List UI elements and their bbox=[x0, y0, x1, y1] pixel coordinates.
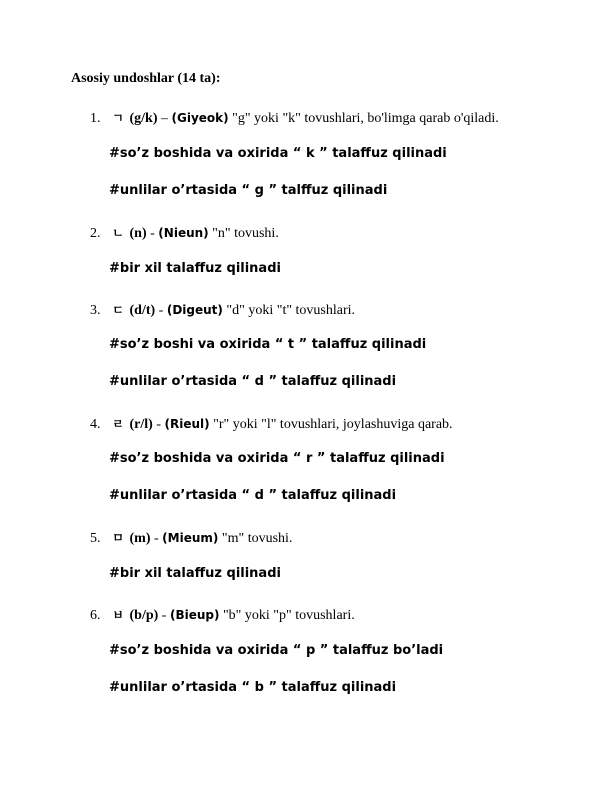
hangul-jamo: ㄱ bbox=[112, 111, 124, 125]
pronunciation-note: #so’z boshida va oxirida “ p ” talaffuz bo’ladi bbox=[109, 643, 444, 658]
consonant-description: "d" yoki "t" tovushlari. bbox=[222, 303, 356, 318]
separator: – bbox=[157, 111, 172, 126]
consonant-item-giyeok bbox=[90, 109, 499, 127]
consonant-name: (Rieul) bbox=[164, 417, 210, 431]
pronunciation-note: #unlilar o’rtasida “ d ” talaffuz qilinadi bbox=[109, 374, 397, 389]
item-number: 1. bbox=[90, 111, 101, 126]
consonant-description: "m" tovushi. bbox=[218, 531, 293, 546]
item-number: 4. bbox=[90, 417, 101, 432]
hangul-jamo: ㄴ bbox=[112, 226, 124, 240]
item-number: 6. bbox=[90, 608, 101, 623]
separator: - bbox=[155, 303, 167, 318]
consonant-name: (Digeut) bbox=[166, 303, 223, 317]
separator: - bbox=[152, 417, 165, 432]
romanization: (m) bbox=[129, 531, 151, 546]
romanization: (g/k) bbox=[129, 111, 158, 126]
consonant-item-nieun bbox=[90, 224, 279, 242]
consonant-name: (Giyeok) bbox=[171, 111, 229, 125]
romanization: (d/t) bbox=[129, 303, 156, 318]
hangul-jamo: ㅂ bbox=[112, 608, 124, 622]
pronunciation-note: #unlilar o’rtasida “ g ” talffuz qilinadi bbox=[109, 183, 388, 198]
consonant-item-mieum bbox=[90, 529, 292, 547]
hangul-jamo: ㄹ bbox=[112, 417, 124, 431]
item-number: 2. bbox=[90, 226, 101, 241]
consonant-name: (Mieum) bbox=[162, 531, 219, 545]
consonant-item-digeut bbox=[90, 301, 355, 319]
consonant-description: "r" yoki "l" tovushlari, joylashuviga qarab. bbox=[209, 417, 453, 432]
separator: - bbox=[150, 531, 163, 546]
consonant-description: "g" yoki "k" tovushlari, bo'limga qarab o'qiladi. bbox=[228, 111, 499, 126]
separator: - bbox=[158, 608, 170, 623]
consonant-item-bieup bbox=[90, 606, 355, 624]
pronunciation-note: #so’z boshida va oxirida “ k ” talaffuz qilinadi bbox=[109, 146, 447, 161]
item-number: 5. bbox=[90, 531, 101, 546]
consonant-description: "b" yoki "p" tovushlari. bbox=[219, 608, 355, 623]
hangul-jamo: ㄷ bbox=[112, 303, 124, 317]
pronunciation-note: #bir xil talaffuz qilinadi bbox=[109, 261, 281, 276]
section-heading: Asosiy undoshlar (14 ta): bbox=[71, 71, 221, 86]
pronunciation-note: #unlilar o’rtasida “ d ” talaffuz qilinadi bbox=[109, 488, 397, 503]
romanization: (b/p) bbox=[129, 608, 159, 623]
pronunciation-note: #bir xil talaffuz qilinadi bbox=[109, 566, 281, 581]
romanization: (r/l) bbox=[129, 417, 153, 432]
pronunciation-note: #unlilar o’rtasida “ b ” talaffuz qilinadi bbox=[109, 680, 397, 695]
pronunciation-note: #so’z boshida va oxirida “ r ” talaffuz qilinadi bbox=[109, 451, 445, 466]
romanization: (n) bbox=[129, 226, 147, 241]
consonant-name: (Nieun) bbox=[158, 226, 209, 240]
item-number: 3. bbox=[90, 303, 101, 318]
pronunciation-note: #so’z boshi va oxirida “ t ” talaffuz qilinadi bbox=[109, 337, 427, 352]
consonant-description: "n" tovushi. bbox=[208, 226, 279, 241]
hangul-jamo: ㅁ bbox=[112, 531, 124, 545]
consonant-name: (Bieup) bbox=[169, 608, 220, 622]
separator: - bbox=[146, 226, 159, 241]
consonant-item-rieul bbox=[90, 415, 453, 433]
